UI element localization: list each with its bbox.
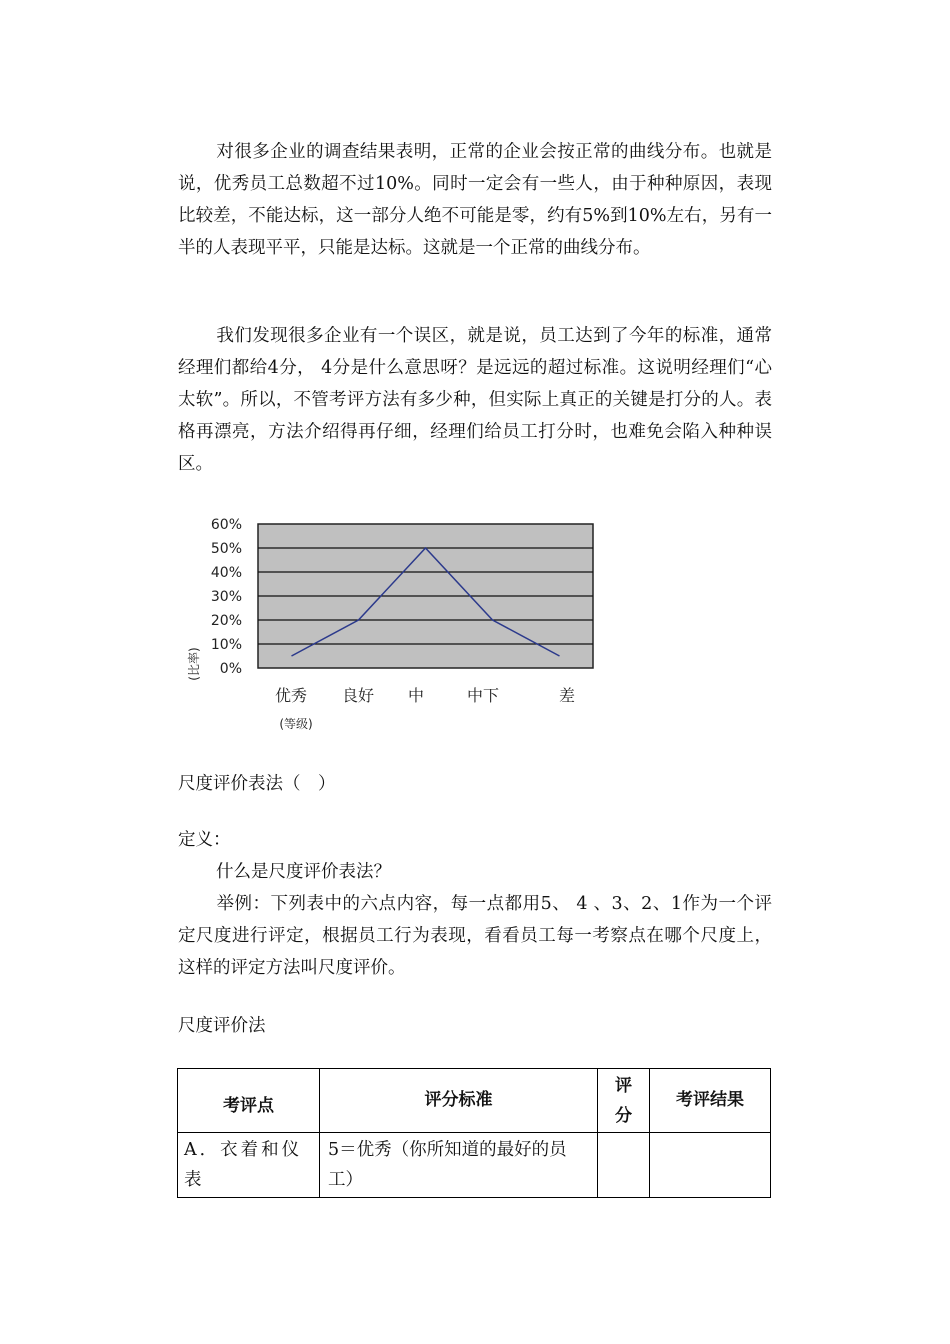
cell-result [650,1133,771,1198]
section-heading: 尺度评价表法（ ） [178,774,336,794]
y-tick-label: 60% [210,517,242,533]
x-tick-label: 中下 [466,686,500,705]
paragraph-2: 我们发现很多企业有一个误区，就是说，员工达到了今年的标准，通常经理们都给4分， 4分是什么意思呀？是远远的超过标准。这说明经理们“心太软”。所以，不管考评方法有多少种，但实际上真正的关键是打分的人。表格再漂亮，方法介绍得再仔细，经理们给员工打分时，也难免会陷入种种误区。 [178,326,772,474]
x-tick-label: 差 [558,686,576,705]
definition-question: 什么是尺度评价表法？ [216,862,391,882]
table-row [178,1133,771,1198]
distribution-chart [178,512,608,742]
table-title: 尺度评价法 [178,1016,266,1036]
header-score: 评 分 [598,1069,650,1133]
header-scoring-standard: 评分标准 [320,1069,598,1133]
x-tick-label: 中 [407,686,425,705]
y-tick-label: 20% [210,613,242,629]
chart-svg [178,512,608,742]
y-tick-label: 30% [210,589,242,605]
y-tick-label: 10% [210,637,242,653]
paragraph-1: 对很多企业的调查结果表明，正常的企业会按正常的曲线分布。也就是说，优秀员工总数超不过10%。同时一定会有一些人，由于种种原因，表现比较差，不能达标，这一部分人绝不可能是零，约有5%到10%左右，另有一半的人表现平平，只能是达标。这就是一个正常的曲线分布。 [178,142,772,258]
x-axis-label: (等级) [279,717,313,731]
y-axis-label: (比率) [187,647,201,681]
rating-scale-table [177,1068,771,1198]
cell-scoring-standard: 5＝优秀（你所知道的最好的员工） [320,1133,598,1198]
example-paragraph: 举例：下列表中的六点内容，每一点都用5、 4 、3、2、1作为一个评定尺度进行评定，根据员工行为表现，看看员工每一考察点在哪个尺度上，这样的评定方法叫尺度评价。 [178,894,772,978]
x-tick-label: 良好 [341,686,375,705]
table-header-row [178,1069,771,1133]
cell-assessment-point: A．衣着和仪表 [178,1133,320,1198]
y-tick-label: 50% [210,541,242,557]
y-tick-label: 40% [210,565,242,581]
header-result: 考评结果 [650,1069,771,1133]
definition-label: 定义： [178,830,231,850]
y-tick-label: 0% [219,661,242,677]
cell-score [598,1133,650,1198]
header-assessment-point: 考评点 [178,1069,320,1133]
x-tick-label: 优秀 [274,686,308,705]
